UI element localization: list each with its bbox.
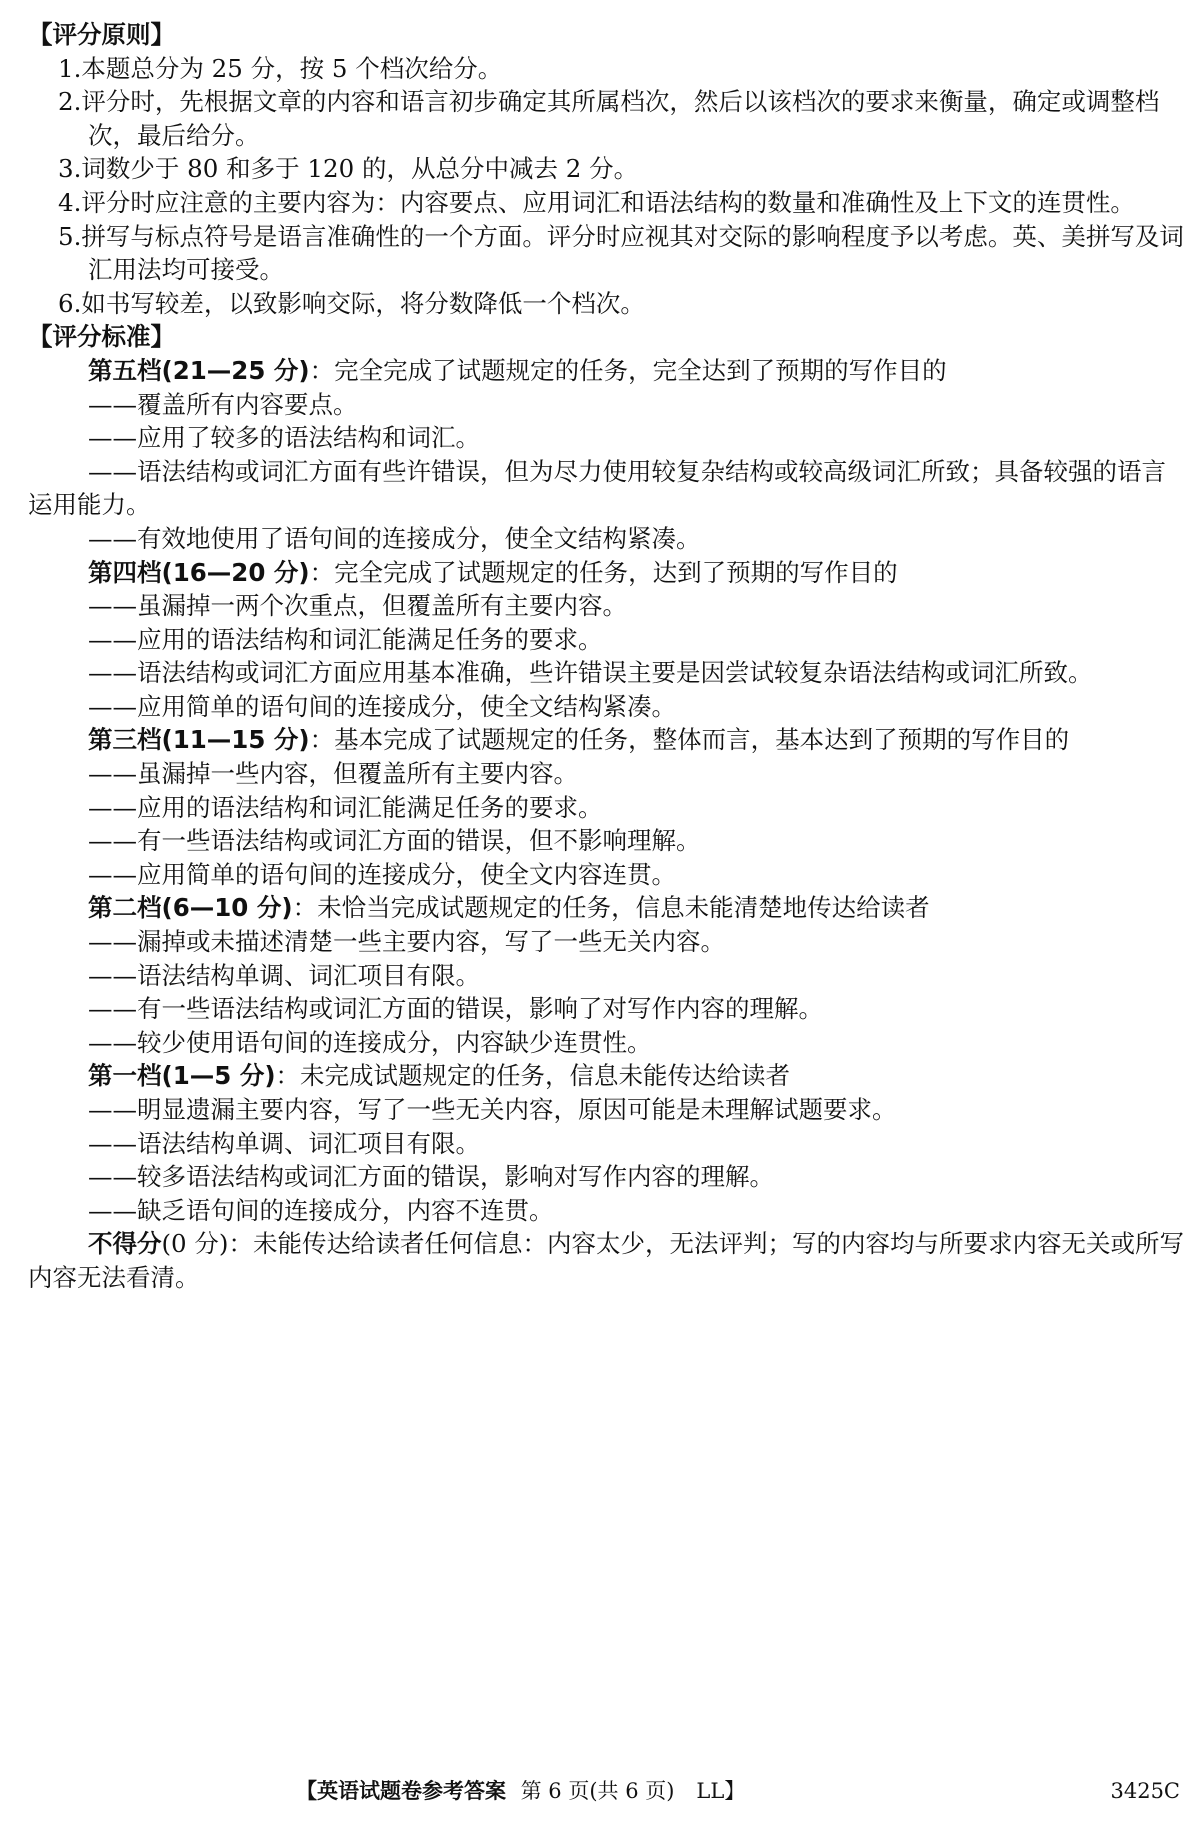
level-description: ：完全完成了试题规定的任务，达到了预期的写作目的 — [309, 557, 898, 587]
level-5-heading — [28, 354, 1186, 388]
level-description: ：未完成试题规定的任务，信息未能传达给读者 — [275, 1061, 791, 1091]
level-point: ——有一些语法结构或词汇方面的错误，影响了对写作内容的理解。 — [88, 994, 823, 1024]
principle-item: 3.词数少于 80 和多于 120 的，从总分中减去 2 分。 — [58, 154, 639, 184]
zero-score-description — [28, 1227, 1186, 1294]
level-point: ——语法结构或词汇方面应用基本准确，些许错误主要是因尝试较复杂语法结构或词汇所致。 — [88, 658, 1093, 688]
level-description: ：完全完成了试题规定的任务，完全达到了预期的写作目的 — [309, 355, 947, 385]
level-name: 第一档 — [88, 1061, 162, 1091]
level-point: ——有一些语法结构或词汇方面的错误，但不影响理解。 — [88, 826, 701, 856]
level-point: ——语法结构或词汇方面有些许错误，但为尽力使用较复杂结构或较高级词汇所致；具备较强的语言运用能力。 — [28, 456, 1166, 520]
level-3-heading — [28, 723, 1186, 757]
page-footer — [0, 1776, 1200, 1806]
level-range: (11—15 分) — [161, 725, 310, 755]
level-name: 第四档 — [88, 557, 162, 587]
footer-tag: LL】 — [696, 1779, 746, 1803]
level-4-heading — [28, 556, 1186, 590]
footer-title — [296, 1776, 745, 1806]
footer-page-number: 第 6 页(共 6 页) — [520, 1779, 675, 1803]
level-point: ——应用简单的语句间的连接成分，使全文内容连贯。 — [88, 859, 676, 889]
level-name: 第五档 — [88, 355, 162, 385]
level-point: ——应用了较多的语法结构和词汇。 — [88, 423, 480, 453]
level-point: ——有效地使用了语句间的连接成分，使全文结构紧凑。 — [88, 523, 701, 553]
level-point: ——缺乏语句间的连接成分，内容不连贯。 — [88, 1195, 554, 1225]
level-2-heading — [28, 891, 1186, 925]
level-range: (1—5 分) — [161, 1061, 276, 1091]
level-point: ——应用简单的语句间的连接成分，使全文结构紧凑。 — [88, 691, 676, 721]
level-description: ：未恰当完成试题规定的任务，信息未能清楚地传达给读者 — [292, 893, 930, 923]
level-name: 第二档 — [88, 893, 162, 923]
principles-list — [28, 52, 1186, 321]
level-point: ——漏掉或未描述清楚一些主要内容，写了一些无关内容。 — [88, 927, 725, 957]
principle-item: 2.评分时，先根据文章的内容和语言初步确定其所属档次，然后以该档次的要求来衡量，确定或调整档次，最后给分。 — [58, 87, 1160, 150]
level-range: (16—20 分) — [161, 557, 310, 587]
level-point: ——较少使用语句间的连接成分，内容缺少连贯性。 — [88, 1027, 652, 1057]
footer-doc-title: 【英语试题卷参考答案 — [296, 1778, 506, 1803]
level-point: ——语法结构单调、词汇项目有限。 — [88, 960, 480, 990]
footer-code: 3425C — [1110, 1779, 1180, 1803]
level-range: (0 分) — [161, 1229, 229, 1259]
level-point: ——语法结构单调、词汇项目有限。 — [88, 1128, 480, 1158]
level-description: ：基本完成了试题规定的任务，整体而言，基本达到了预期的写作目的 — [309, 725, 1070, 755]
level-point: ——覆盖所有内容要点。 — [88, 389, 358, 419]
level-range: (6—10 分) — [161, 893, 293, 923]
level-point: ——较多语法结构或词汇方面的错误，影响对写作内容的理解。 — [88, 1162, 774, 1192]
level-name: 第三档 — [88, 725, 162, 755]
principle-item: 1.本题总分为 25 分，按 5 个档次给分。 — [58, 53, 503, 83]
level-point: ——应用的语法结构和词汇能满足任务的要求。 — [88, 624, 603, 654]
principle-item: 6.如书写较差，以致影响交际，将分数降低一个档次。 — [58, 288, 645, 318]
principle-item: 5.拼写与标点符号是语言准确性的一个方面。评分时应视其对交际的影响程度予以考虑。英、美拼写及词汇用法均可接受。 — [58, 221, 1184, 285]
level-point: ——虽漏掉一些内容，但覆盖所有主要内容。 — [88, 759, 578, 789]
standards-heading: 【评分标准】 — [28, 322, 175, 352]
level-point: ——应用的语法结构和词汇能满足任务的要求。 — [88, 792, 603, 822]
level-name: 不得分 — [88, 1229, 162, 1259]
principle-item: 4.评分时应注意的主要内容为：内容要点、应用词汇和语法结构的数量和准确性及上下文的连贯性。 — [58, 187, 1135, 217]
level-point: ——明显遗漏主要内容，写了一些无关内容，原因可能是未理解试题要求。 — [88, 1095, 897, 1124]
level-1-heading — [28, 1059, 1186, 1093]
level-range: (21—25 分) — [161, 355, 310, 385]
level-point: ——虽漏掉一两个次重点，但覆盖所有主要内容。 — [88, 591, 627, 621]
principles-heading: 【评分原则】 — [28, 20, 175, 49]
page-content — [28, 18, 1186, 1295]
level-description: ：未能传达给读者任何信息：内容太少，无法评判；写的内容均与所要求内容无关或所写内容无法看清。 — [28, 1229, 1184, 1292]
